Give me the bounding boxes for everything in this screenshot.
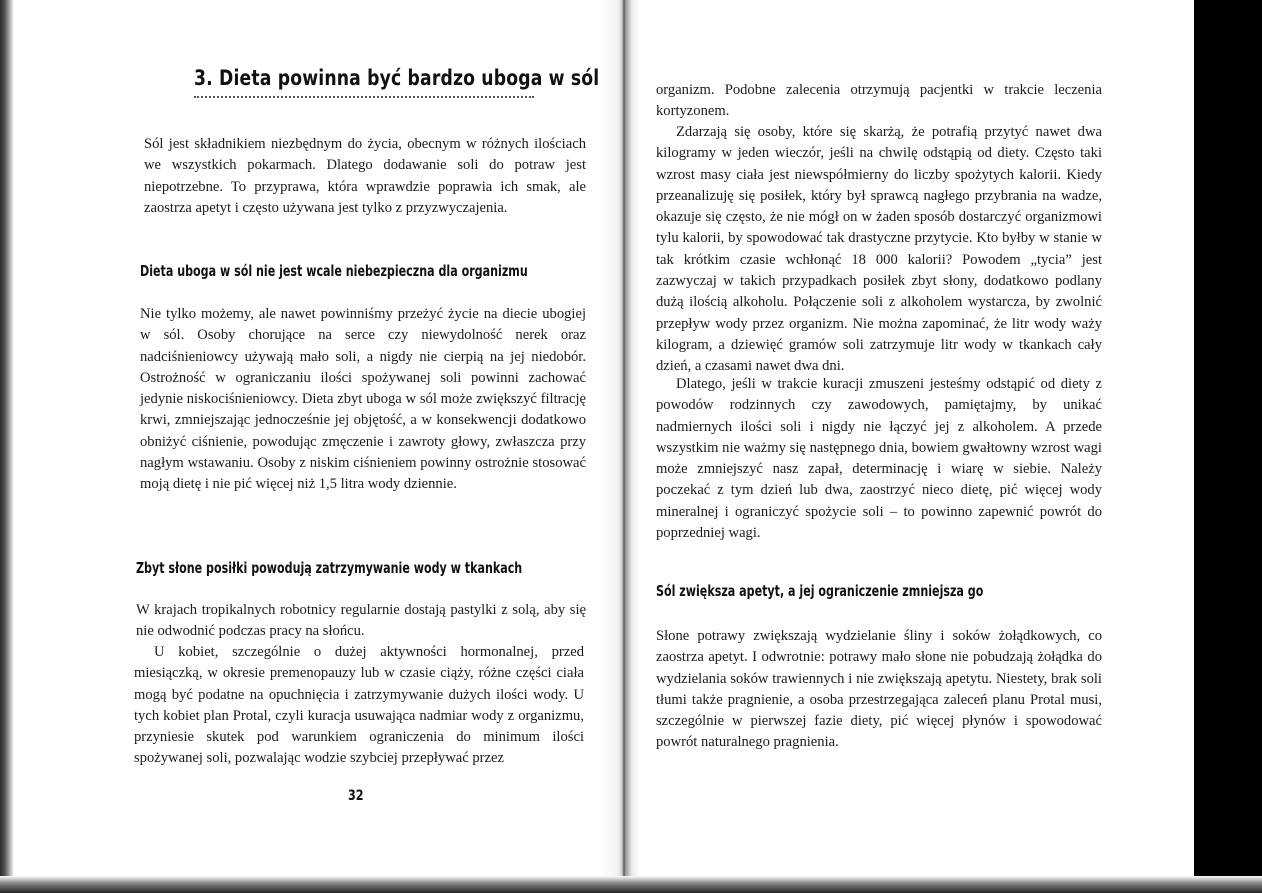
section-heading-1: Dieta uboga w sól nie jest wcale niebezpieczna dla organizmu	[140, 262, 528, 280]
paragraph-weight-gain: Zdarzają się osoby, które się skarżą, że potrafią przytyć nawet dwa kilogramy w jeden wieczór, jeśli na chwilę odstąpią od diety. Często taki wzrost masy ciała jest niewspółmierny do liczby spożytych kalorii. Kiedy przeanalizuję się posiłek, który był sprawcą nagłego przybrania na wadze, okazuje się często, że nie mógł on w żaden sposób dostarczyć organizmowi tylu kalorii, by spowodować tak drastyczne przytycie. Kto byłby w stanie w tak krótkim czasie wchłonąć 18 000 kalorii? Powodem „tycia” jest zazwyczaj w takich przypadkach posiłek zbyt słony, dodatkowo podlany dużą ilością alkoholu. Połączenie soli z alkoholem wystarcza, by zwolnić przepływ wody przez organizm. Nie można zapominać, że litr wody waży kilogram, a dziewięć gramów soli zatrzymuje litr wody w tkankach cały dzień, a czasami nawet dwa dni.	[656, 124, 1102, 375]
scan-right-edge	[1194, 0, 1262, 893]
section-2-paragraph-2: U kobiet, szczególnie o dużej aktywności hormonalnej, przed miesiączką, w okresie premenopauzy lub w czasie ciąży, różne części ciała mogą być podatne na opuchnięcia i zatrzymywanie dużych ilości wody. U tych kobiet plan Protal, czyli kuracja usuwająca nadmiar wody z organizmu, przyniesie skutek pod warunkiem ograniczenia do minimum ilości spożywanej soli, pozwalając wodzie szybciej przepływać przez	[134, 644, 584, 767]
scan-left-edge	[0, 0, 14, 893]
intro-paragraph: Sól jest składnikiem niezbędnym do życia, obecnym w różnych ilościach we wszystkich pokarmach. Dlatego dodawanie soli do potraw jest niepotrzebne. To przyprawa, która wprawdzie poprawia ich smak, ale zaostrza apetyt i często używana jest tylko z przyzwyczajenia.	[144, 136, 586, 216]
section-3-paragraph: Słone potrawy zwiększają wydzielanie śliny i soków żołądkowych, co zaostrza apetyt. I odwrotnie: potrawy mało słone nie pobudzają żołądka do wydzielania soków trawiennych i nie zwiększają apetytu. Niestety, brak soli tłumi także pragnienie, a osoba przestrzegająca zaleceń planu Protal musi, szczególnie w pierwszej fazie diety, pić więcej płynów i spowodować powrót naturalnego pragnienia.	[656, 628, 1102, 751]
section-heading-3: Sól zwiększa apetyt, a jej ograniczenie zmniejsza go	[656, 582, 984, 600]
chapter-title: 3. Dieta powinna być bardzo uboga w sól	[194, 66, 600, 90]
section-1-paragraph: Nie tylko możemy, ale nawet powinniśmy przeżyć życie na diecie ubogiej w sól. Osoby chorujące na serce czy niewydolność nerek oraz nadciśnieniowcy używają mało soli, a nigdy nie cierpią na jej niedobór. Ostrożność w ograniczaniu ilości spożywanej soli powinni zachować jedynie niskociśnieniowcy. Dieta zbyt uboga w sól może zwiększyć filtrację krwi, zmniejszając jednocześnie jej objętość, a w konsekwencji dodatkowo obniżyć ciśnienie, powodując zmęczenie i zawroty głowy, zwłaszcza przy nagłym wstawaniu. Osoby z niskim ciśnieniem powinny ostrożnie stosować moją dietę i nie pić więcej niż 1,5 litra wody dziennie.	[140, 306, 586, 493]
scan-bottom-edge	[0, 876, 1262, 893]
title-dotted-rule	[194, 96, 534, 98]
paragraph-advice: Dlatego, jeśli w trakcie kuracji zmuszeni jesteśmy odstąpić od diety z powodów rodzinnych czy zawodowych, pamiętajmy, by unikać nadmiernych ilości soli i nigdy nie łączyć jej z alkoholem. A przede wszystkim nie ważmy się następnego dnia, bowiem gwałtowny wzrost wagi może zmniejszyć nasz zapał, determinację i wiarę w siebie. Należy poczekać z tym dzień lub dwa, zaostrzyć nieco dietę, pić więcej wody mineralnej i ograniczyć spożycie soli – to powinno zapewnić powrót do poprzedniej wagi.	[656, 376, 1102, 542]
page-number: 32	[348, 788, 364, 804]
section-heading-2: Zbyt słone posiłki powodują zatrzymywanie wody w tkankach	[136, 559, 523, 577]
book-spine	[600, 0, 640, 893]
section-2-paragraph-1: W krajach tropikalnych robotnicy regularnie dostają pastylki z solą, aby się nie odwodnić podczas pracy na słońcu.	[136, 602, 586, 640]
continuation-paragraph: organizm. Podobne zalecenia otrzymują pacjentki w trakcie leczenia kortyzonem.	[656, 82, 1102, 120]
